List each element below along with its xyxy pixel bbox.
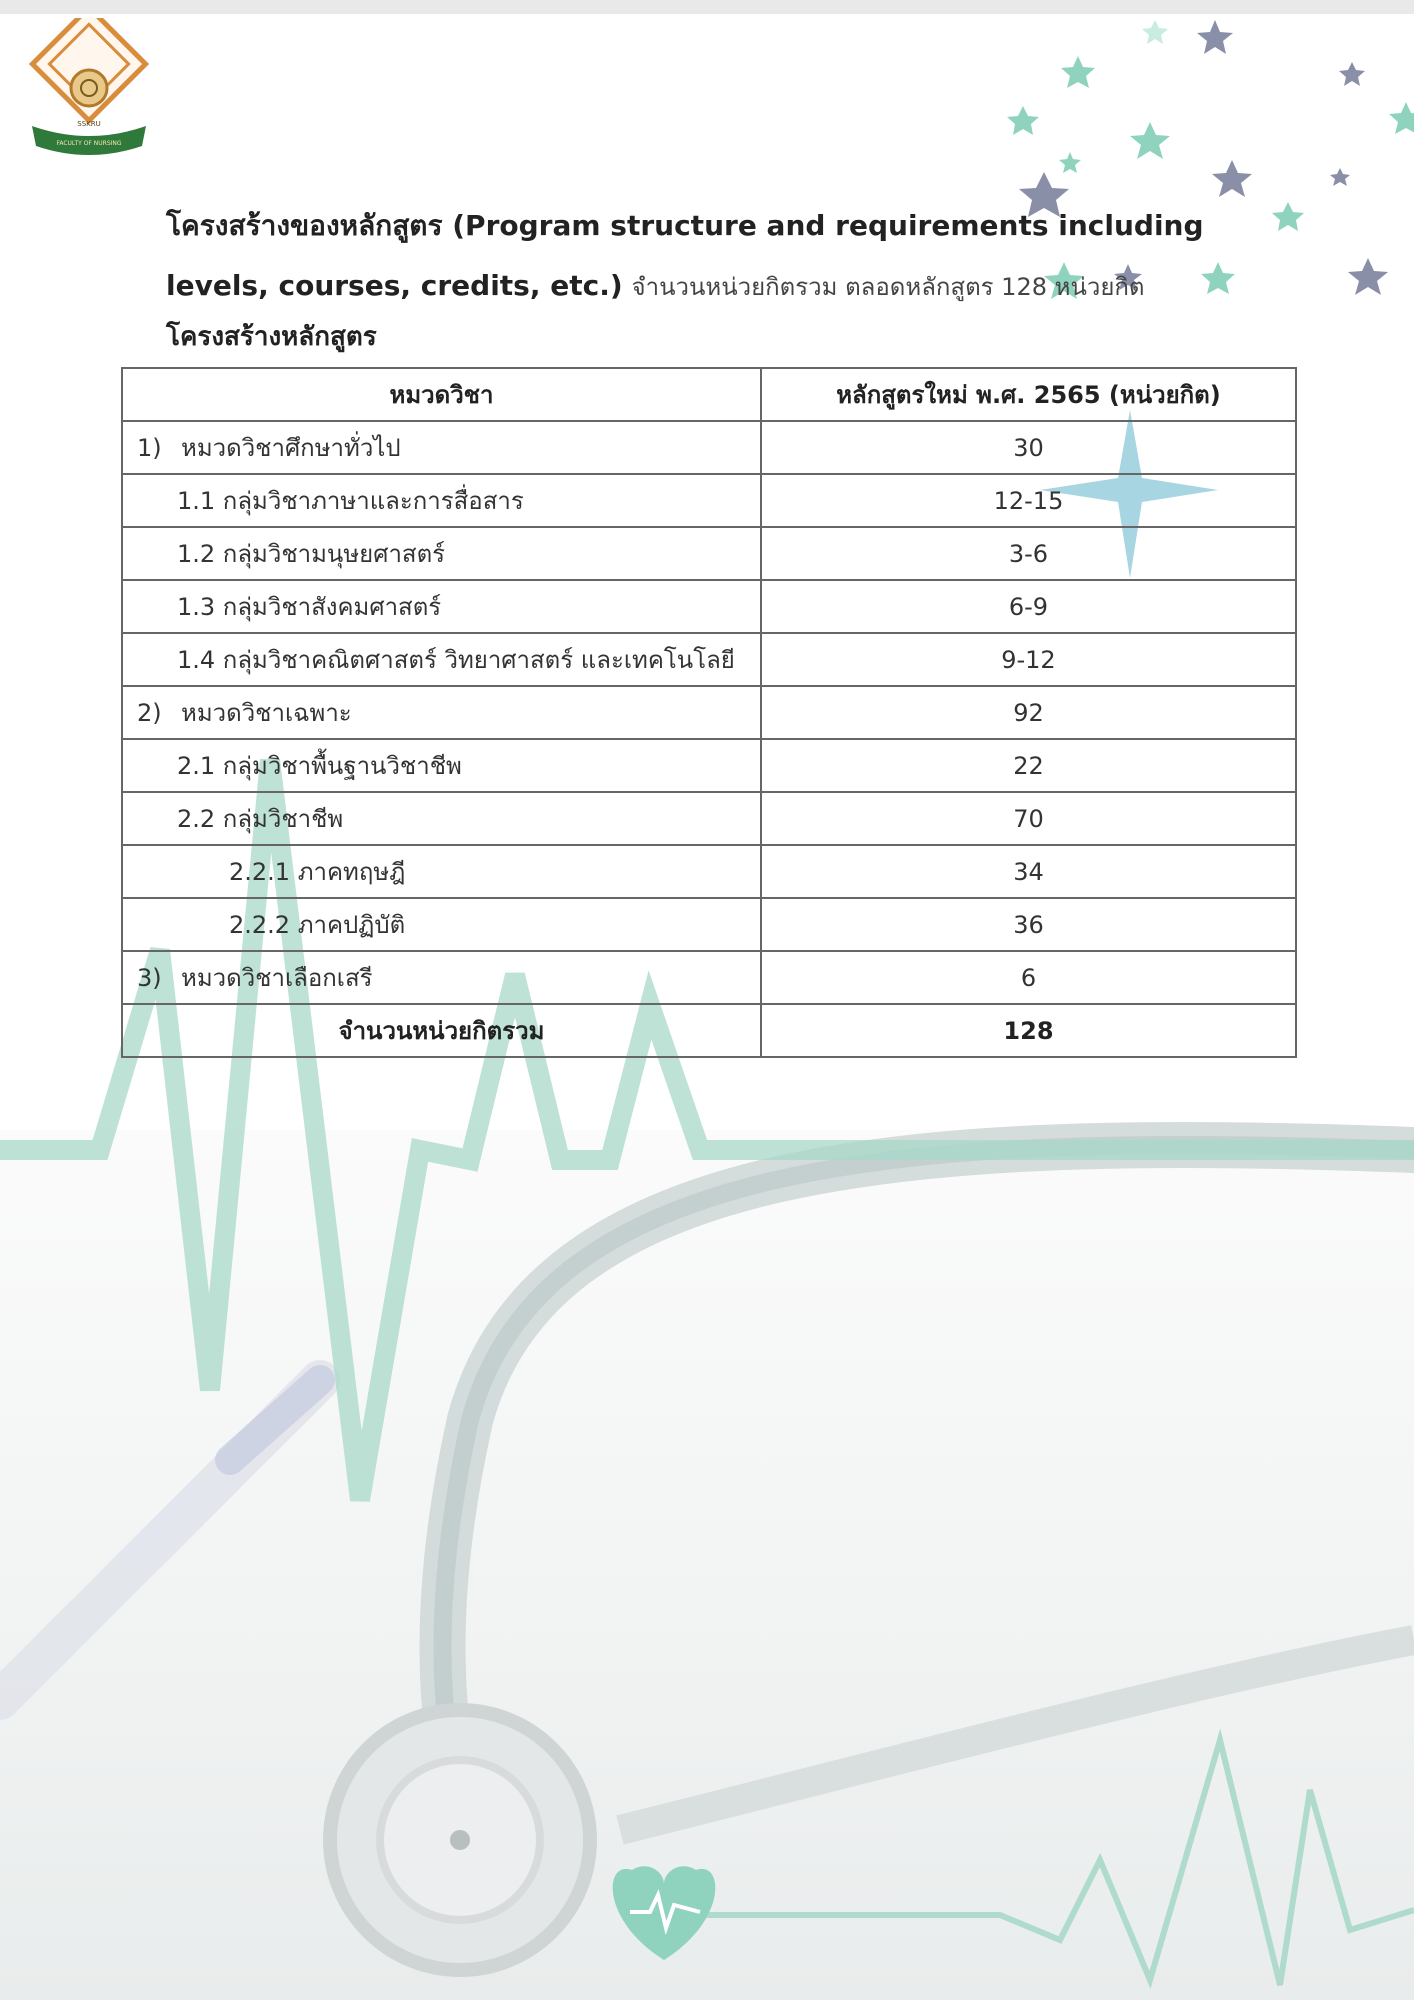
- row-value: 92: [761, 686, 1296, 739]
- table-row: [122, 792, 1296, 845]
- logo-ribbon-text: FACULTY OF NURSING: [56, 140, 122, 147]
- table-row: [122, 633, 1296, 686]
- row-value: 9-12: [761, 633, 1296, 686]
- page-title: [166, 196, 1306, 317]
- header-credits: หลักสูตรใหม่ พ.ศ. 2565 (หน่วยกิต): [761, 368, 1296, 421]
- row-value: 6: [761, 951, 1296, 1004]
- table-row: [122, 845, 1296, 898]
- row-value: 12-15: [761, 474, 1296, 527]
- row-label: 1.3 กลุ่มวิชาสังคมศาสตร์: [122, 580, 761, 633]
- row-number: 2): [137, 699, 162, 727]
- row-number: 3): [137, 964, 162, 992]
- row-label: หมวดวิชาเฉพาะ: [181, 699, 352, 727]
- row-value: 30: [761, 421, 1296, 474]
- table-row: [122, 739, 1296, 792]
- row-number: 1): [137, 434, 162, 462]
- header-category: หมวดวิชา: [122, 368, 761, 421]
- table-row: [122, 474, 1296, 527]
- title-sub: จำนวนหน่วยกิตรวม ตลอดหลักสูตร 128 หน่วยกิต: [631, 273, 1145, 301]
- row-label: 1.1 กลุ่มวิชาภาษาและการสื่อสาร: [122, 474, 761, 527]
- total-row: [122, 1004, 1296, 1057]
- curriculum-table: [121, 367, 1297, 1058]
- table-header-row: [122, 368, 1296, 421]
- table-row: [122, 580, 1296, 633]
- row-value: 70: [761, 792, 1296, 845]
- row-label: 1.2 กลุ่มวิชามนุษยศาสตร์: [122, 527, 761, 580]
- row-label: 2.1 กลุ่มวิชาพื้นฐานวิชาชีพ: [122, 739, 761, 792]
- table-row: [122, 527, 1296, 580]
- table-row: [122, 421, 1296, 474]
- row-label: หมวดวิชาศึกษาทั่วไป: [181, 434, 401, 462]
- logo-text: SSKRU: [77, 120, 101, 128]
- row-label: หมวดวิชาเลือกเสรี: [181, 964, 373, 992]
- section-heading: โครงสร้างหลักสูตร: [166, 322, 377, 352]
- row-value: 6-9: [761, 580, 1296, 633]
- row-value: 22: [761, 739, 1296, 792]
- table-row: [122, 951, 1296, 1004]
- row-label: 2.2.1 ภาคทฤษฎี: [122, 845, 761, 898]
- title-bold: โครงสร้างของหลักสูตร (Program structure and requirements including levels, courses, credits, etc.): [166, 209, 1204, 302]
- row-label: 1.4 กลุ่มวิชาคณิตศาสตร์ วิทยาศาสตร์ และเทคโนโลยี: [122, 633, 761, 686]
- faculty-logo: [26, 18, 152, 163]
- row-label: 2.2.2 ภาคปฏิบัติ: [122, 898, 761, 951]
- row-value: 36: [761, 898, 1296, 951]
- table-row: [122, 686, 1296, 739]
- total-label: จำนวนหน่วยกิตรวม: [122, 1004, 761, 1057]
- row-value: 34: [761, 845, 1296, 898]
- row-value: 3-6: [761, 527, 1296, 580]
- row-label: 2.2 กลุ่มวิชาชีพ: [122, 792, 761, 845]
- total-value: 128: [761, 1004, 1296, 1057]
- table-row: [122, 898, 1296, 951]
